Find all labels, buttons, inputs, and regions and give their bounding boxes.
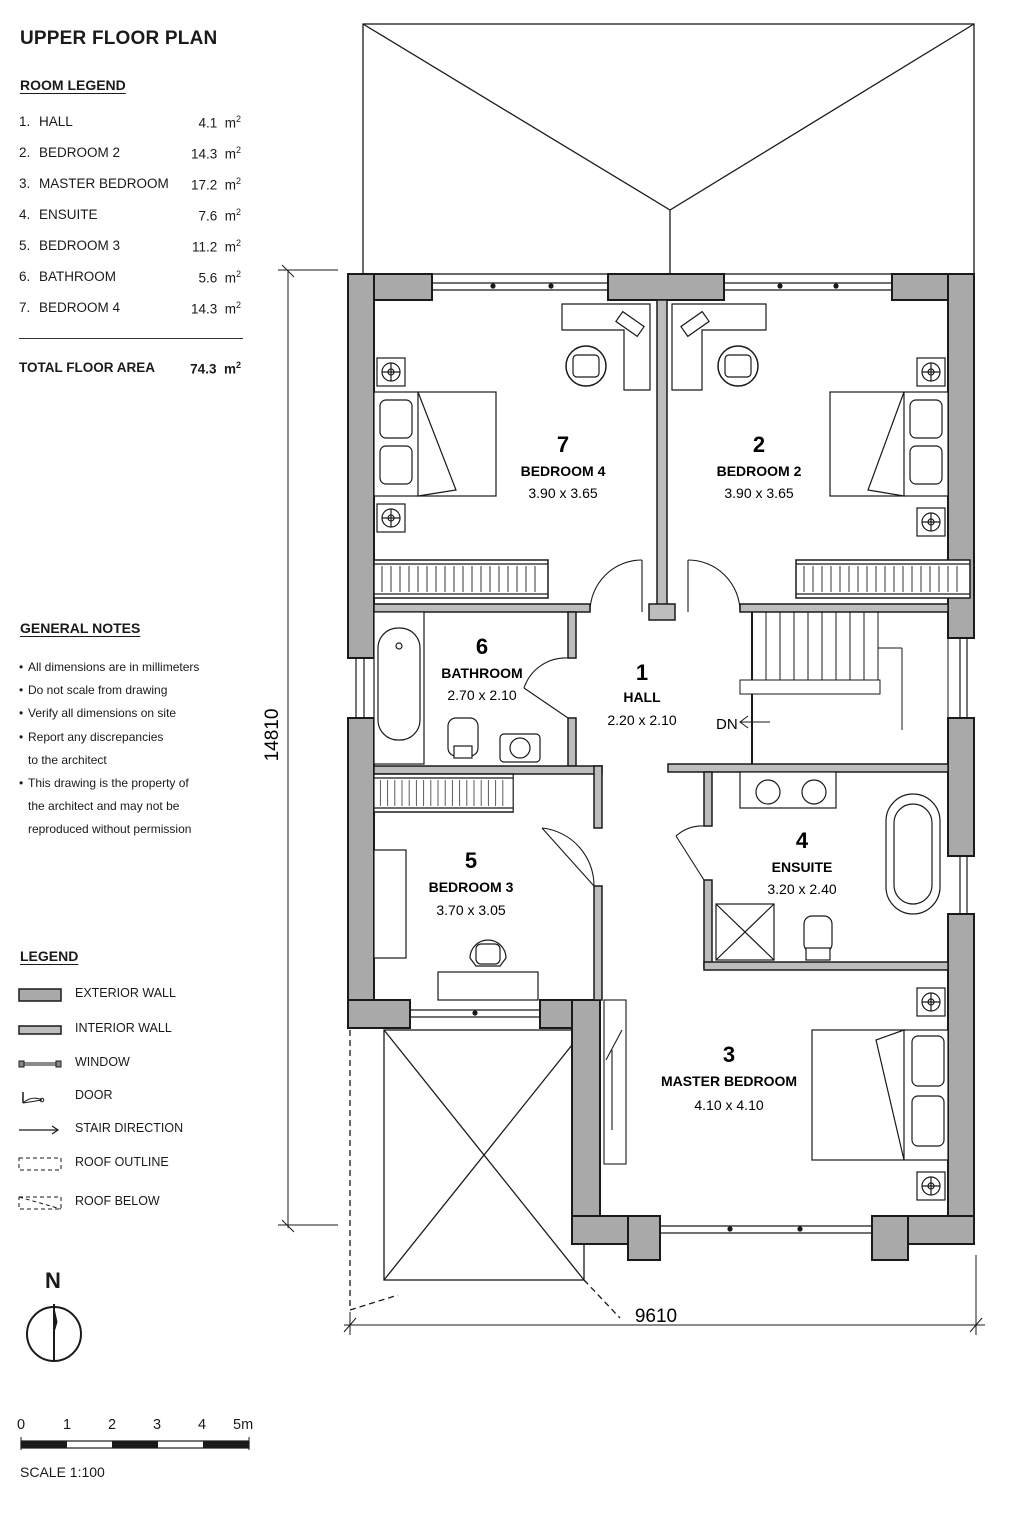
svg-text:3: 3	[722, 1042, 736, 1067]
svg-text:MASTER BEDROOM: MASTER BEDROOM	[660, 1073, 798, 1089]
dimension-height: 14810	[262, 708, 283, 762]
svg-text:1: 1	[635, 660, 649, 685]
staircase	[740, 612, 948, 764]
scale-label: SCALE 1:100	[20, 1464, 105, 1480]
north-label: N	[45, 1268, 61, 1293]
room-label-hall	[607, 660, 676, 728]
bedroom-2-furniture	[672, 304, 970, 598]
svg-text:3.90 x 3.65: 3.90 x 3.65	[528, 485, 598, 501]
svg-text:3.20 x 2.40: 3.20 x 2.40	[767, 881, 837, 897]
svg-text:4: 4	[795, 828, 809, 853]
svg-text:BATHROOM: BATHROOM	[441, 665, 523, 681]
svg-text:2: 2	[752, 432, 766, 457]
room-legend-row: 2. BEDROOM 2 14.3 $m^2$	[19, 145, 241, 162]
bedroom-4-furniture	[374, 304, 650, 598]
note-item: • Verify all dimensions on site	[19, 702, 199, 725]
room-label-bedroom-3	[429, 848, 514, 918]
svg-text:BEDROOM 4: BEDROOM 4	[520, 463, 606, 479]
svg-text:ENSUITE: ENSUITE	[771, 859, 833, 875]
note-item: • Do not scale from drawing	[19, 679, 199, 702]
svg-text:3.70 x 3.05: 3.70 x 3.05	[436, 902, 506, 918]
general-notes-heading: GENERAL NOTES	[20, 620, 141, 636]
drawing-title: UPPER FLOOR PLAN	[20, 28, 218, 49]
svg-text:5: 5	[464, 848, 478, 873]
room-legend-row: 5. BEDROOM 3 11.2 $m^2$	[19, 238, 241, 255]
svg-text:2.20 x 2.10: 2.20 x 2.10	[607, 712, 677, 728]
room-legend-row: 3. MASTER BEDROOM 17.2 $m^2$	[19, 176, 241, 193]
svg-text:BEDROOM 3: BEDROOM 3	[428, 879, 514, 895]
room-legend-row: 6. BATHROOM 5.6 $m^2$	[19, 269, 241, 286]
svg-text:7: 7	[556, 432, 570, 457]
room-legend-row: 4. ENSUITE 7.6 $m^2$	[19, 207, 241, 224]
note-item: • This drawing is the property of the architect and may not be reproduced without permission	[19, 772, 199, 842]
note-item: • Report any discrepancies to the architect	[19, 726, 199, 772]
room-label-bathroom	[441, 634, 522, 703]
svg-text:HALL: HALL	[623, 689, 661, 705]
legend-heading: LEGEND	[20, 948, 79, 964]
room-legend-row: 1. HALL 4.1 $m^2$	[19, 114, 241, 131]
svg-text:2.70 x 2.10: 2.70 x 2.10	[447, 687, 517, 703]
svg-text:3.90 x 3.65: 3.90 x 3.65	[724, 485, 794, 501]
master-bedroom-furniture	[812, 988, 948, 1200]
room-legend-heading: ROOM LEGEND	[20, 77, 126, 93]
svg-text:4.10 x 4.10: 4.10 x 4.10	[694, 1097, 764, 1113]
room-legend-row: 7. BEDROOM 4 14.3 $m^2$	[19, 300, 241, 317]
svg-text:6: 6	[475, 634, 489, 659]
dimension-width: 9610	[634, 1306, 678, 1327]
stair-label: DN	[716, 716, 738, 733]
room-label-bedroom-2	[717, 432, 802, 501]
roof-outline	[363, 24, 974, 274]
room-label-master-bedroom	[661, 1042, 797, 1113]
room-label-bedroom-4	[521, 432, 606, 501]
note-item: • All dimensions are in millimeters	[19, 656, 199, 679]
room-label-ensuite	[767, 828, 836, 897]
svg-text:BEDROOM 2: BEDROOM 2	[716, 463, 802, 479]
